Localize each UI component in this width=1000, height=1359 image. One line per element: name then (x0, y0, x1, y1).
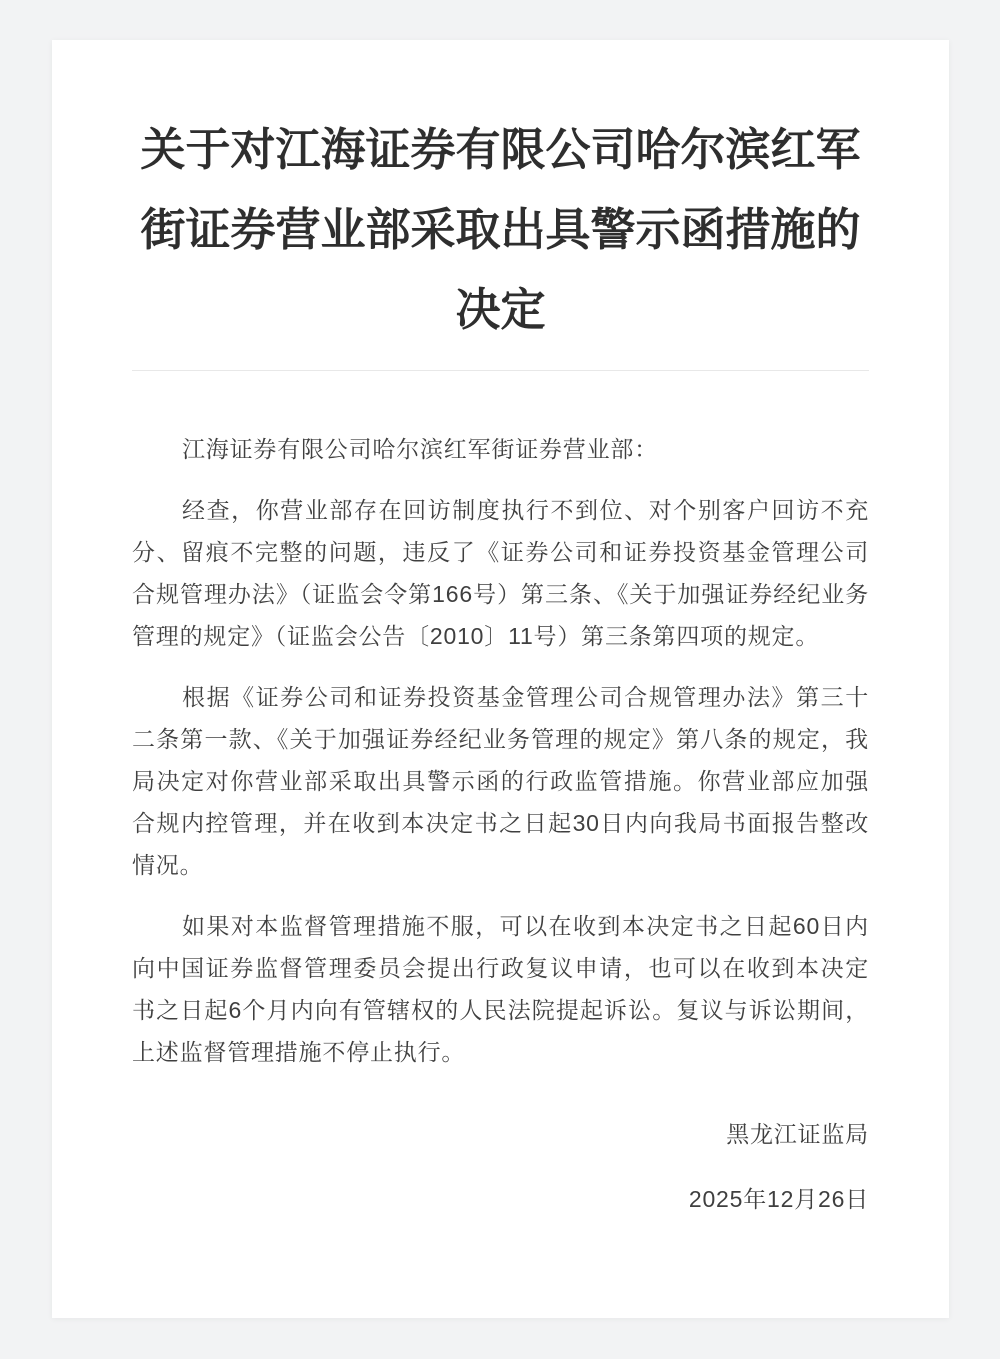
document-card (52, 40, 949, 1318)
salutation: 江海证券有限公司哈尔滨红军街证券营业部： (182, 436, 658, 462)
paragraph-decision: 根据《证券公司和证券投资基金管理公司合规管理办法》第三十二条第一款、《关于加强证券经纪业务管理的规定》第八条的规定，我局决定对你营业部采取出具警示函的行政监管措施。你营业部应加强合规内控管理，并在收到本决定书之日起30日内向我局书面报告整改情况。 (132, 684, 869, 878)
document-body (132, 428, 869, 1220)
title-divider (132, 370, 869, 371)
signature-block (132, 1113, 869, 1220)
paragraph-appeal: 如果对本监督管理措施不服，可以在收到本决定书之日起60日内向中国证券监督管理委员会提出行政复议申请，也可以在收到本决定书之日起6个月内向有管辖权的人民法院提起诉讼。复议与诉讼期间，上述监督管理措施不停止执行。 (132, 913, 869, 1065)
document-title: 关于对江海证券有限公司哈尔滨红军街证券营业部采取出具警示函措施的决定 (140, 124, 861, 335)
signature-authority: 黑龙江证监局 (726, 1121, 869, 1147)
paragraph-findings: 经查，你营业部存在回访制度执行不到位、对个别客户回访不充分、留痕不完整的问题，违反了《证券公司和证券投资基金管理公司合规管理办法》（证监会令第166号）第三条、《关于加强证券经纪业务管理的规定》（证监会公告〔2010〕11号）第三条第四项的规定。 (132, 497, 869, 649)
signature-date: 2025年12月26日 (688, 1186, 869, 1212)
